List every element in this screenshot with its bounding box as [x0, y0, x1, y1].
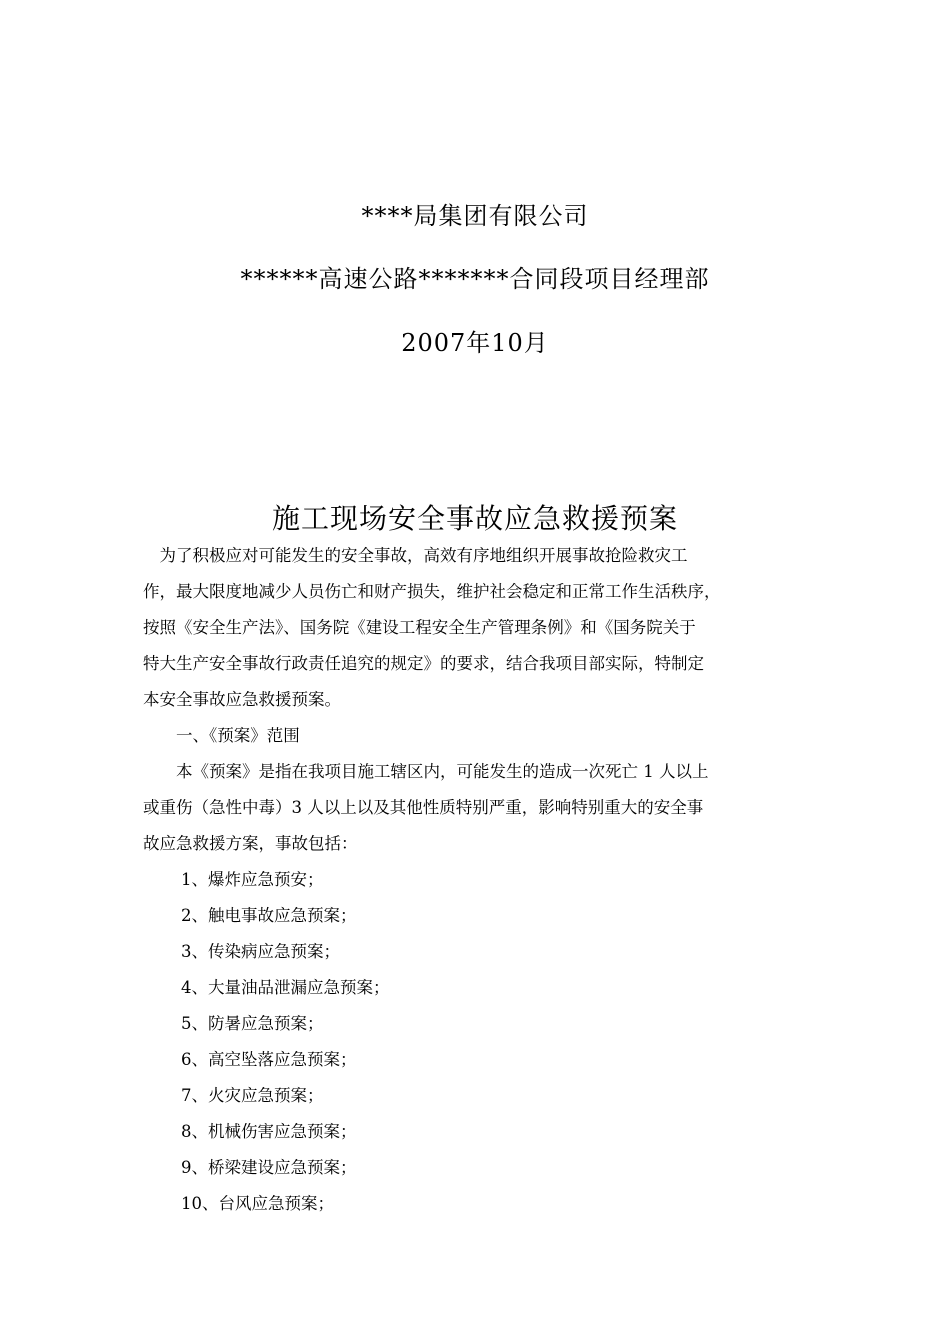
document-date: 2007年10月: [401, 329, 549, 357]
intro-line: 本安全事故应急救援预案。: [143, 690, 341, 709]
list-item: 1、爆炸应急预安；: [181, 870, 324, 889]
list-item: 10、台风应急预案；: [181, 1194, 334, 1213]
scope-line: 或重伤（急性中毒）3 人以上以及其他性质特别严重，影响特别重大的安全事: [143, 798, 704, 817]
company-name: ****局集团有限公司: [361, 202, 589, 230]
intro-line: 特大生产安全事故行政责任追究的规定》的要求，结合我项目部实际，特制定: [143, 654, 704, 673]
intro-line: 按照《安全生产法》、国务院《建设工程安全生产管理条例》和《国务院关于: [143, 618, 696, 637]
department-name: ******高速公路*******合同段项目经理部: [240, 265, 710, 293]
scope-line: 故应急救援方案，事故包括：: [143, 834, 358, 853]
intro-line: 作，最大限度地减少人员伤亡和财产损失，维护社会稳定和正常工作生活秩序，: [143, 582, 721, 601]
scope-line: 本《预案》是指在我项目施工辖区内，可能发生的造成一次死亡 1 人以上: [143, 762, 709, 781]
list-item: 9、桥梁建设应急预案；: [181, 1158, 357, 1177]
section-heading: 一、《预案》范围: [143, 726, 300, 745]
list-item: 6、高空坠落应急预案；: [181, 1050, 357, 1069]
plan-list: [181, 862, 851, 1222]
list-item: 3、传染病应急预案；: [181, 942, 340, 961]
list-item: 4、大量油品泄漏应急预案；: [181, 978, 390, 997]
document-title: 施工现场安全事故应急救援预案: [271, 502, 678, 535]
intro-line: 为了积极应对可能发生的安全事故，高效有序地组织开展事故抢险救灾工: [143, 546, 688, 565]
list-item: 5、防暑应急预案；: [181, 1014, 324, 1033]
list-item: 8、机械伤害应急预案；: [181, 1122, 357, 1141]
scope-paragraph: [143, 754, 813, 862]
list-item: 7、火灾应急预案；: [181, 1086, 324, 1105]
list-item: 2、触电事故应急预案；: [181, 906, 357, 925]
intro-paragraph: [143, 538, 813, 718]
